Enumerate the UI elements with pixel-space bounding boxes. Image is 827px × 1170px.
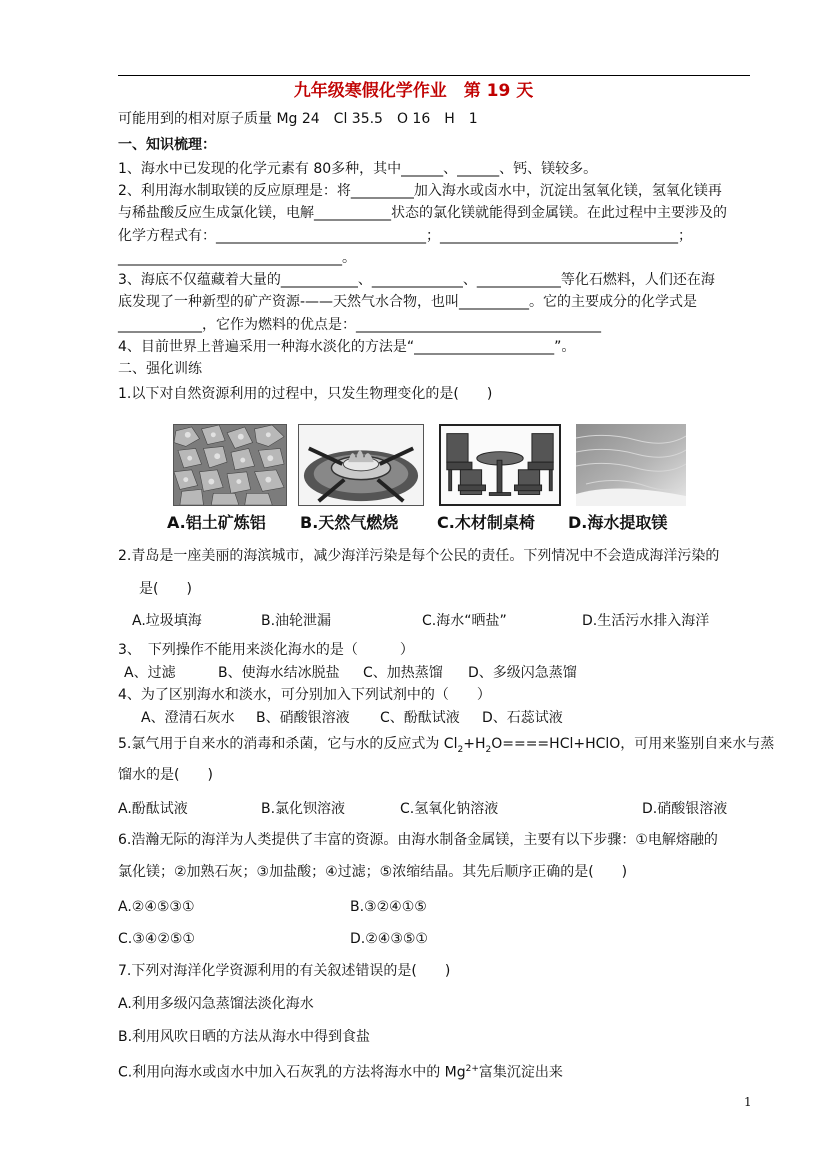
page-title: 九年级寒假化学作业 第 19 天 — [293, 81, 534, 101]
q1-text: 1.以下对自然资源利用的过程中，只发生物理变化的是( ) — [118, 386, 493, 402]
q4-option-a: A、澄清石灰水 — [141, 710, 235, 726]
q2-option-a: A.垃圾填海 — [132, 613, 202, 629]
section2-heading: 二、强化训练 — [118, 361, 202, 377]
q6-option-a: A.②④⑤③① — [118, 899, 195, 915]
s1-line-6: 3、海底不仅蕴藏着大量的___________、_____________、____________等化石燃料，人们还在海 — [118, 272, 715, 288]
s1-line-8: ____________，它作为燃料的优点是：___________________________________ — [118, 317, 601, 333]
q5-text-pre: 5.氯气用于自来水的消毒和杀菌，它与水的反应式为 Cl — [118, 736, 458, 752]
q2-option-b: B.油轮泄漏 — [261, 613, 332, 629]
page-number: 1 — [744, 1095, 752, 1109]
q5-option-a: A.酚酞试液 — [118, 801, 188, 817]
q1-option-d: D.海水提取镁 — [568, 513, 668, 532]
q5-option-b: B.氯化钡溶液 — [261, 801, 346, 817]
q1-option-c: C.木材制桌椅 — [437, 513, 535, 532]
seawater-image — [576, 424, 686, 506]
q6-option-b: B.③②④①⑤ — [350, 899, 427, 915]
q3-option-b: B、使海水结冰脱盐 — [218, 665, 340, 681]
q6-option-d: D.②④③⑤① — [350, 931, 428, 947]
q3-option-a: A、过滤 — [124, 665, 176, 681]
q5-option-c: C.氢氧化钠溶液 — [400, 801, 499, 817]
q7-c-text-post: 富集沉淀出来 — [478, 1064, 563, 1081]
q6-line-2: 氯化镁；②加熟石灰；③加盐酸；④过滤；⑤浓缩结晶。其先后顺序正确的是( ) — [118, 864, 628, 880]
q5-line-2: 馏水的是( ) — [118, 767, 213, 783]
q3-option-c: C、加热蒸馏 — [363, 665, 443, 681]
q4-option-b: B、硝酸银溶液 — [256, 710, 350, 726]
q4-option-c: C、酚酞试液 — [380, 710, 460, 726]
q7-c-text-pre: C.利用向海水或卤水中加入石灰乳的方法将海水中的 Mg — [118, 1064, 466, 1081]
q6-line-1: 6.浩瀚无际的海洋为人类提供了丰富的资源。由海水制备金属镁，主要有以下步骤：①电解熔融的 — [118, 832, 718, 848]
s1-line-3: 与稀盐酸反应生成氯化镁，电解___________状态的氯化镁就能得到金属镁。在此过程中主要涉及的 — [118, 205, 727, 221]
q1-option-b: B.天然气燃烧 — [300, 513, 399, 532]
s1-line-9: 4、目前世界上普遍采用一种海水淡化的方法是“____________________”。 — [118, 339, 576, 355]
q5-text-post: O====HCl+HClO，可用来鉴别自来水与蒸 — [491, 736, 775, 752]
q5-line-1 — [118, 735, 774, 759]
q6-option-c: C.③④②⑤① — [118, 931, 195, 947]
q1-option-a: A.铝土矿炼铝 — [167, 513, 266, 532]
s1-line-2: 2、利用海水制取镁的反应原理是：将_________加入海水或卤水中，沉淀出氢氧化镁，氢氧化镁再 — [118, 183, 722, 199]
q7-option-a: A.利用多级闪急蒸馏法淡化海水 — [118, 996, 314, 1012]
atomic-mass-line: 可能用到的相对原子质量 Mg 24 Cl 35.5 O 16 H 1 — [118, 111, 478, 127]
q4-text: 4、为了区别海水和淡水，可分别加入下列试剂中的（ ） — [118, 687, 491, 703]
q5-option-d: D.硝酸银溶液 — [642, 801, 728, 817]
q2-line-2: 是( ) — [139, 581, 192, 597]
section1-heading: 一、知识梳理： — [118, 137, 216, 153]
s1-line-1: 1、海水中已发现的化学元素有 80多种，其中______、______、钙、镁较多。 — [118, 161, 598, 177]
q3-text: 3、 下列操作不能用来淡化海水的是（ ） — [118, 642, 414, 658]
header-rule — [118, 75, 750, 76]
bauxite-ore-image — [173, 424, 287, 506]
s1-line-5: ________________________________。 — [118, 250, 356, 266]
wooden-table-chairs-image — [439, 424, 561, 506]
q2-option-c: C.海水“晒盐” — [422, 613, 507, 629]
q4-option-d: D、石蕊试液 — [482, 710, 563, 726]
q7-option-b: B.利用风吹日晒的方法从海水中得到食盐 — [118, 1029, 371, 1045]
s1-line-4: 化学方程式有：______________________________；__________________________________； — [118, 228, 692, 244]
q5-subscript-1: 2 — [457, 744, 464, 755]
q7-c-superscript: 2+ — [465, 1064, 479, 1074]
q2-line-1: 2.青岛是一座美丽的海滨城市，减少海洋污染是每个公民的责任。下列情况中不会造成海洋污染的 — [118, 548, 720, 564]
q2-option-d: D.生活污水排入海洋 — [582, 613, 710, 629]
q5-text-mid: +H — [463, 736, 486, 752]
q3-option-d: D、多级闪急蒸馏 — [468, 665, 577, 681]
q7-text: 7.下列对海洋化学资源利用的有关叙述错误的是( ) — [118, 963, 451, 979]
q5-subscript-2: 2 — [485, 744, 492, 755]
gas-burner-image — [298, 424, 424, 506]
q7-option-c — [118, 1060, 563, 1082]
s1-line-7: 底发现了一种新型的矿产资源-——天然气水合物，也叫__________。它的主要成分的化学式是 — [118, 294, 698, 310]
